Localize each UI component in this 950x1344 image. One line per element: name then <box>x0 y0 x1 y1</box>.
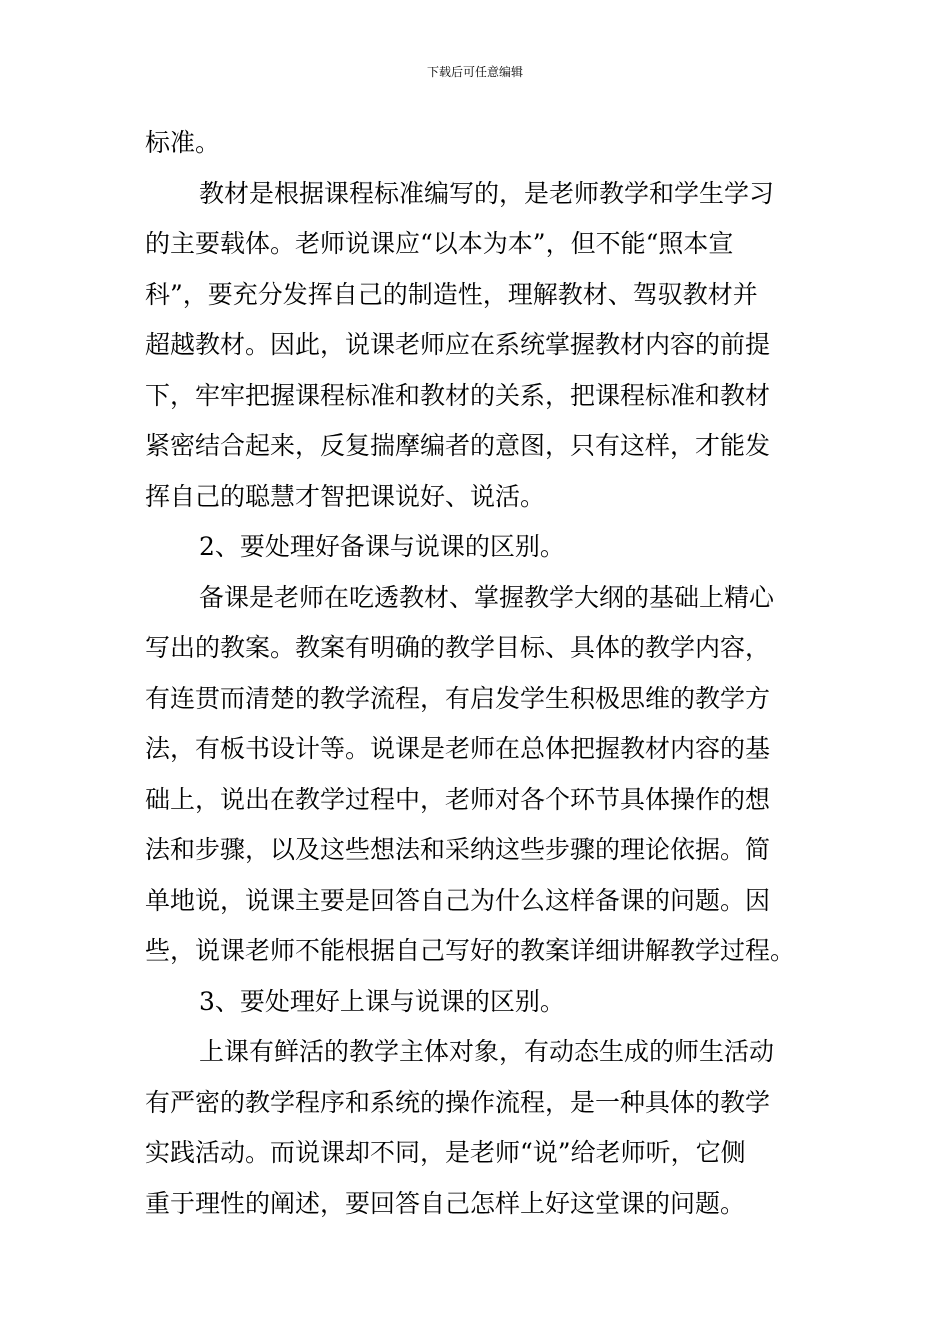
text-line: 的主要载体。老师说课应“以本为本”，但不能“照本宣 <box>145 229 734 258</box>
text-line: 有连贯而清楚的教学流程，有启发学生积极思维的教学方 <box>145 683 771 713</box>
section-heading: 2、要处理好备课与说课的区别。 <box>199 532 565 561</box>
text-line: 写出的教案。教案有明确的教学目标、具体的教学内容， <box>145 633 771 662</box>
text-line: 下，牢牢把握课程标准和教材的关系，把课程标准和教材 <box>145 380 771 410</box>
text-line: 重于理性的阐述，要回答自己怎样上好这堂课的问题。 <box>145 1188 746 1218</box>
text-line: 法和步骤，以及这些想法和采纳这些步骤的理论依据。简 <box>145 835 771 864</box>
text-line: 法，有板书设计等。说课是老师在总体把握教材内容的基 <box>145 734 771 763</box>
text-line: 教材是根据课程标准编写的，是老师教学和学生学习 <box>199 178 775 208</box>
text-line: 有严密的教学程序和系统的操作流程，是一种具体的教学 <box>145 1087 771 1117</box>
text-line: 挥自己的聪慧才智把课说好、说活。 <box>145 481 546 511</box>
text-line: 科”，要充分发挥自己的制造性，理解教材、驾驭教材并 <box>145 279 758 309</box>
document-body <box>145 128 807 1239</box>
text-line: 紧密结合起来，反复揣摩编者的意图，只有这样，才能发 <box>145 431 771 460</box>
page-header: 下载后可任意编辑 <box>426 65 523 79</box>
text-line: 单地说，说课主要是回答自己为什么这样备课的问题。因 <box>145 885 771 915</box>
text-line: 超越教材。因此，说课老师应在系统掌握教材内容的前提 <box>145 330 771 359</box>
text-line: 础上，说出在教学过程中，老师对各个环节具体操作的想 <box>145 784 771 814</box>
text-line: 备课是老师在吃透教材、掌握教学大纲的基础上精心 <box>199 582 775 612</box>
text-line: 标准。 <box>145 128 221 157</box>
text-line: 些，说课老师不能根据自己写好的教案详细讲解教学过程。 <box>145 936 796 965</box>
section-heading: 3、要处理好上课与说课的区别。 <box>199 986 565 1016</box>
text-line: 实践活动。而说课却不同，是老师“说”给老师听，它侧 <box>145 1138 746 1167</box>
text-line: 上课有鲜活的教学主体对象，有动态生成的师生活动 <box>199 1037 775 1066</box>
